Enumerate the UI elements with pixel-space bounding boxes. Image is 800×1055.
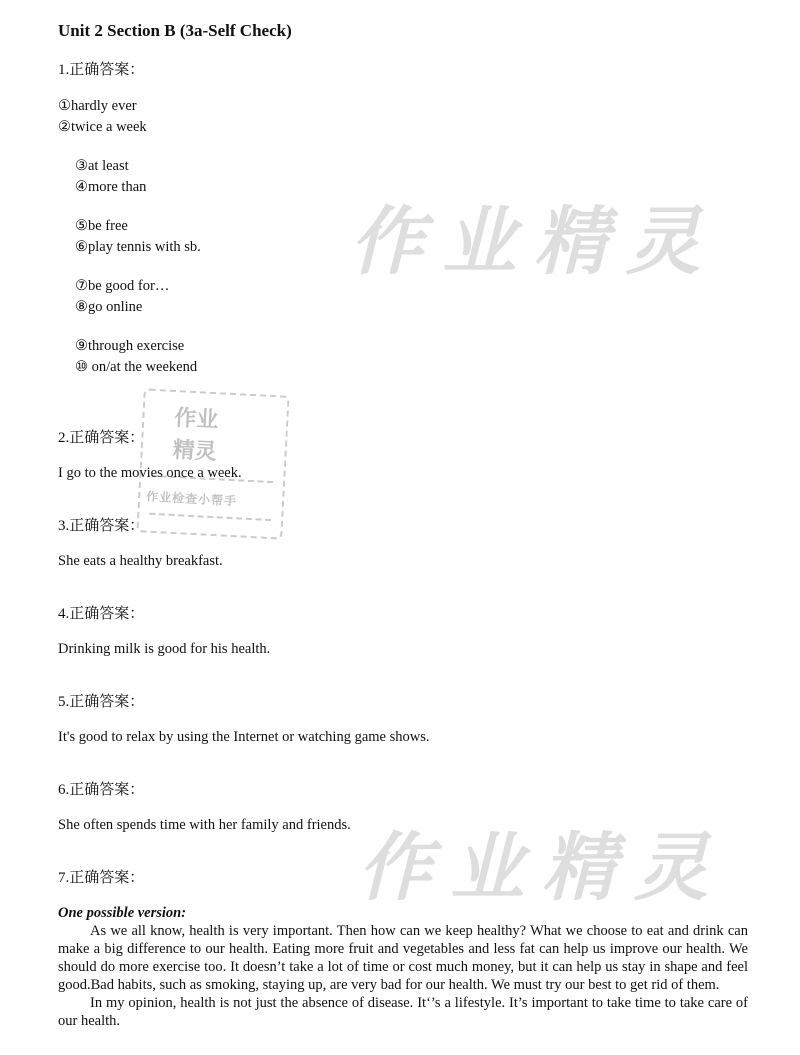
q1-item-1: ①hardly ever: [58, 98, 137, 114]
q1-item-5: ⑤be free: [75, 218, 128, 234]
q1-item-6: ⑥play tennis with sb.: [75, 239, 201, 255]
q1-item-9: ⑨through exercise: [75, 338, 185, 354]
stamp-line-2: 精灵: [172, 437, 218, 466]
stamp-divider-bottom: [149, 513, 271, 521]
q1-item-10: ⑩ on/at the weekend: [75, 359, 198, 375]
question-6-answer: She often spends time with her family and friends.: [58, 817, 351, 833]
watermark-text-lower: 作业精灵: [358, 825, 726, 911]
question-3-answer: She eats a healthy breakfast.: [58, 553, 223, 569]
q1-item-2: ②twice a week: [58, 119, 147, 135]
question-7-label: 7.正确答案：: [58, 870, 145, 886]
essay-heading: One possible version:: [58, 905, 187, 921]
essay-body: [58, 922, 748, 1030]
stamp-line-3: 作业检查小帮手: [145, 489, 238, 509]
question-3-label: 3.正确答案：: [58, 518, 145, 534]
watermark-text: 作业精灵: [350, 199, 718, 285]
question-4-answer: Drinking milk is good for his health.: [58, 641, 271, 657]
question-2-answer: I go to the movies once a week.: [58, 465, 242, 481]
question-5-answer: It's good to relax by using the Internet or watching game shows.: [58, 729, 430, 745]
q1-item-7: ⑦be good for…: [75, 278, 170, 294]
page-title: Unit 2 Section B (3a-Self Check): [58, 21, 292, 40]
question-6-label: 6.正确答案：: [58, 782, 145, 798]
question-2-label: 2.正确答案：: [58, 430, 145, 446]
q1-item-4: ④more than: [75, 179, 147, 195]
question-1-label: 1.正确答案：: [58, 62, 145, 78]
question-5-label: 5.正确答案：: [58, 694, 145, 710]
question-4-label: 4.正确答案：: [58, 606, 145, 622]
q1-item-3: ③at least: [75, 158, 129, 174]
essay-paragraph-2: In my opinion, health is not just the absence of disease. It‘’s a lifestyle. It’s important to take time to take care of our health.: [58, 995, 748, 1029]
stamp-line-1: 作业: [173, 405, 219, 434]
essay-paragraph-1: As we all know, health is very important. Then how can we keep healthy? What we choose to eat and drink can make a big difference to our health. Eating more fruit and vegetables and less fat can help us improve our health. We should do more exercise too. It doesn’t take a lot of time or cost much money, but it can help us stay in shape and feel good.Bad habits, such as smoking, staying up, are very bad for our health. We must try our best to get rid of them.: [58, 923, 748, 993]
q1-item-8: ⑧go online: [75, 299, 143, 315]
